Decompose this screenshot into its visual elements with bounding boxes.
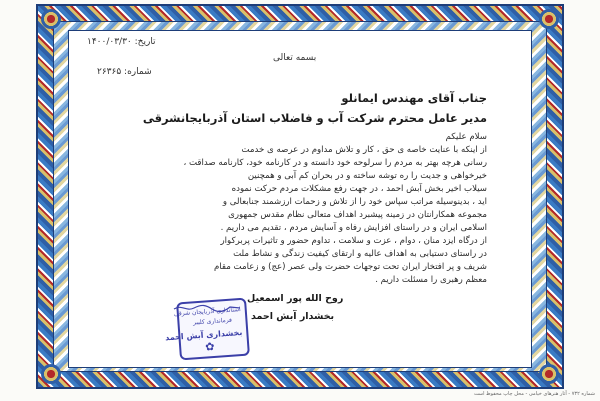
letter-paper — [68, 30, 532, 368]
date-value: ۱۴۰۰/۰۳/۳۰ — [87, 37, 132, 47]
print-footer: شماره ۷۳۲ - آثار هنرهای خیامی - محل چاپ محفوظ است — [473, 391, 595, 397]
emblem-icon: ✿ — [204, 339, 215, 354]
body-line: از اینکه با عنایت خاصه ی حق ، کار و تلاش مداوم در عرصه ی خدمت — [241, 145, 487, 155]
body-line: شریف و پر افتخار ایران تحت توجهات حضرت ولی عصر (عج) و زعامت مقام — [213, 262, 487, 272]
corner-ornament — [539, 364, 559, 384]
signer-title: بخشدار آبش احمد — [251, 311, 335, 322]
corner-ornament — [41, 364, 61, 384]
signer-name: روح الله پور اسمعیل — [247, 293, 344, 304]
body-line: خیرخواهی و جدیت را ره توشه ساخته و در بحران کم آبی و همچنین — [247, 171, 487, 181]
date-label: تاریخ — [137, 37, 156, 47]
stamp-line: بخشداری آبش احمد — [164, 327, 243, 343]
body-line: اید ، بدینوسیله مراتب سپاس خود را از تلاش و زحمات ارزشمند جنابعالی و — [222, 197, 487, 207]
body-line: در راستای دستیابی به اهداف عالیه و ارتقای کیفیت زندگی و نشاط ملت — [233, 249, 487, 259]
body-line: مجموعه همکارانتان در زمینه پیشبرد اهداف متعالی نظام مقدس جمهوری — [228, 210, 487, 220]
bismillah: بسمه تعالی — [273, 53, 317, 63]
number-field: شماره: ۲۶۳۶۵ — [97, 67, 152, 77]
body-line: سیلاب اخیر بخش آبش احمد ، در جهت رفع مشکلات مردم حرکت نموده — [231, 184, 487, 194]
body-line: رسانی هرچه بهتر به مردم را سرلوحه خود دانسته و در کارنامه خود، کارنامه صداقت ، — [183, 158, 487, 168]
stamp-line: استانداری آذربایجان شرقی — [173, 306, 241, 318]
number-label: شماره — [127, 67, 152, 77]
greeting: سلام علیکم — [445, 132, 487, 142]
body-line: معظم رهبری را مسئلت داریم . — [375, 275, 487, 285]
body-line: از درگاه ایزد منان ، دوام ، عزت و سلامت ، تداوم حضور و تاثیرات پربرکوار — [220, 236, 487, 246]
corner-ornament — [41, 9, 61, 29]
corner-ornament — [539, 9, 559, 29]
date-field: تاریخ: ۱۴۰۰/۰۳/۳۰ — [87, 37, 156, 47]
addressee-title: مدیر عامل محترم شرکت آب و فاضلاب استان آذربایجانشرقی — [142, 111, 487, 125]
addressee-name: جناب آقای مهندس ایمانلو — [341, 91, 487, 105]
body-line: اسلامی ایران و در راستای افزایش رفاه و آسایش مردم ، تقدیم می داریم . — [220, 223, 487, 233]
official-stamp — [164, 298, 250, 361]
number-value: ۲۶۳۶۵ — [97, 67, 122, 77]
stamp-line: فرمانداری کلیبر — [192, 316, 233, 327]
